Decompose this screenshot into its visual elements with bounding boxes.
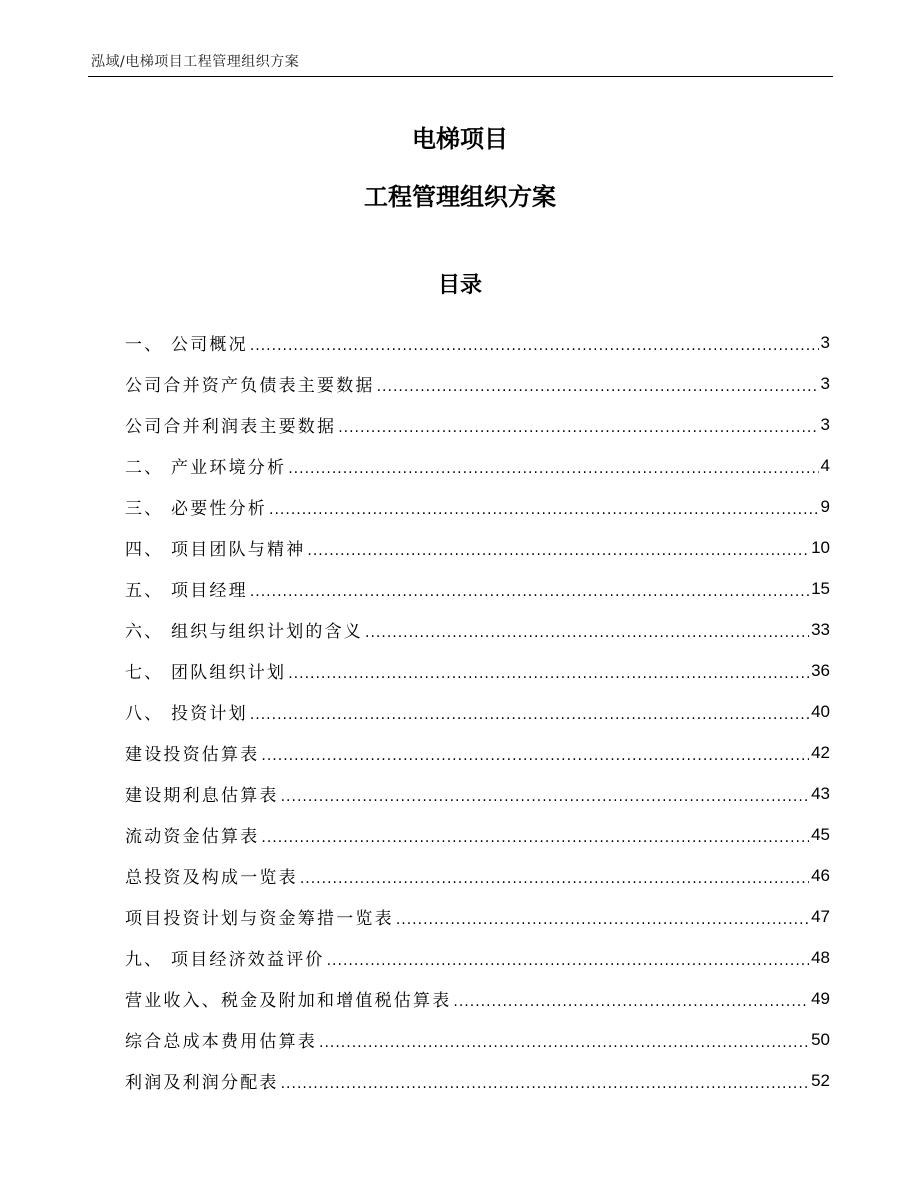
toc-entry-title: 营业收入、税金及附加和增值税估算表 bbox=[125, 991, 452, 1011]
toc-entry-title: 七、 团队组织计划 bbox=[125, 663, 287, 683]
toc-heading: 目录 bbox=[437, 273, 482, 298]
toc-entry[interactable] bbox=[125, 322, 830, 363]
toc-entry[interactable] bbox=[125, 445, 830, 486]
toc-entry-page: 52 bbox=[811, 1070, 830, 1090]
toc-entry-page: 46 bbox=[811, 865, 830, 885]
toc-entry-page: 15 bbox=[811, 578, 830, 598]
toc-leader-dots bbox=[319, 1035, 809, 1051]
toc-leader-dots bbox=[396, 912, 809, 928]
toc-entry-page: 3 bbox=[820, 414, 830, 434]
toc-entry-page: 43 bbox=[811, 783, 830, 803]
toc-entry-title: 总投资及构成一览表 bbox=[125, 868, 298, 888]
toc-entry[interactable] bbox=[125, 691, 830, 732]
toc-entry-page: 49 bbox=[811, 988, 830, 1008]
toc-leader-dots bbox=[338, 420, 818, 436]
toc-entry-page: 3 bbox=[820, 332, 830, 352]
toc-entry-page: 4 bbox=[820, 455, 830, 475]
toc-entry[interactable] bbox=[125, 978, 830, 1019]
toc-entry[interactable] bbox=[125, 404, 830, 445]
toc-entry-page: 42 bbox=[811, 742, 830, 762]
toc-entry-title: 综合总成本费用估算表 bbox=[125, 1032, 317, 1052]
toc-leader-dots bbox=[327, 953, 809, 969]
toc-entry-title: 五、 项目经理 bbox=[125, 581, 248, 601]
toc-entry-title: 九、 项目经济效益评价 bbox=[125, 950, 325, 970]
toc-entry-title: 二、 产业环境分析 bbox=[125, 458, 287, 478]
toc-entry-title: 项目投资计划与资金筹措一览表 bbox=[125, 909, 394, 929]
toc-leader-dots bbox=[250, 584, 809, 600]
toc-entry[interactable] bbox=[125, 609, 830, 650]
toc-entry[interactable] bbox=[125, 896, 830, 937]
toc-entry-title: 六、 组织与组织计划的含义 bbox=[125, 622, 364, 642]
toc-entry[interactable] bbox=[125, 773, 830, 814]
toc-leader-dots bbox=[261, 748, 809, 764]
toc-entry[interactable] bbox=[125, 568, 830, 609]
toc-entry-page: 3 bbox=[820, 373, 830, 393]
toc-entry-title: 公司合并资产负债表主要数据 bbox=[125, 376, 375, 396]
toc-leader-dots bbox=[453, 994, 809, 1010]
toc-entry-page: 40 bbox=[811, 701, 830, 721]
toc-entry-title: 四、 项目团队与精神 bbox=[125, 540, 306, 560]
toc-entry[interactable] bbox=[125, 814, 830, 855]
header-divider bbox=[88, 76, 833, 77]
toc-entry-page: 45 bbox=[811, 824, 830, 844]
toc-leader-dots bbox=[261, 830, 809, 846]
toc-leader-dots bbox=[288, 666, 809, 682]
toc-leader-dots bbox=[281, 1076, 809, 1092]
toc-entry[interactable] bbox=[125, 527, 830, 568]
toc-entry[interactable] bbox=[125, 732, 830, 773]
toc-leader-dots bbox=[250, 707, 809, 723]
toc-entry-page: 36 bbox=[811, 660, 830, 680]
toc-leader-dots bbox=[288, 461, 818, 477]
toc-entry-page: 33 bbox=[811, 619, 830, 639]
toc-leader-dots bbox=[365, 625, 809, 641]
toc-entry-title: 公司合并利润表主要数据 bbox=[125, 417, 337, 437]
table-of-contents bbox=[125, 322, 830, 1101]
toc-entry-page: 47 bbox=[811, 906, 830, 926]
document-title-line1: 电梯项目 bbox=[412, 125, 508, 153]
toc-entry-title: 流动资金估算表 bbox=[125, 827, 260, 847]
toc-leader-dots bbox=[269, 502, 819, 518]
document-title-line2: 工程管理组织方案 bbox=[364, 183, 556, 211]
page-header-breadcrumb: 泓域/电梯项目工程管理组织方案 bbox=[91, 54, 300, 70]
toc-entry[interactable] bbox=[125, 486, 830, 527]
toc-entry-title: 利润及利润分配表 bbox=[125, 1073, 279, 1093]
toc-entry-title: 一、 公司概况 bbox=[125, 335, 248, 355]
toc-leader-dots bbox=[307, 543, 809, 559]
toc-entry-title: 建设投资估算表 bbox=[125, 745, 260, 765]
toc-entry[interactable] bbox=[125, 937, 830, 978]
toc-entry[interactable] bbox=[125, 650, 830, 691]
toc-entry-page: 48 bbox=[811, 947, 830, 967]
toc-entry[interactable] bbox=[125, 1019, 830, 1060]
toc-entry-page: 10 bbox=[811, 537, 830, 557]
toc-leader-dots bbox=[377, 379, 819, 395]
toc-entry[interactable] bbox=[125, 363, 830, 404]
toc-entry-page: 50 bbox=[811, 1029, 830, 1049]
toc-leader-dots bbox=[300, 871, 809, 887]
toc-entry[interactable] bbox=[125, 1060, 830, 1101]
toc-entry-title: 八、 投资计划 bbox=[125, 704, 248, 724]
toc-entry-title: 三、 必要性分析 bbox=[125, 499, 268, 519]
toc-entry[interactable] bbox=[125, 855, 830, 896]
toc-entry-title: 建设期利息估算表 bbox=[125, 786, 279, 806]
toc-leader-dots bbox=[281, 789, 809, 805]
toc-leader-dots bbox=[250, 338, 819, 354]
toc-entry-page: 9 bbox=[820, 496, 830, 516]
